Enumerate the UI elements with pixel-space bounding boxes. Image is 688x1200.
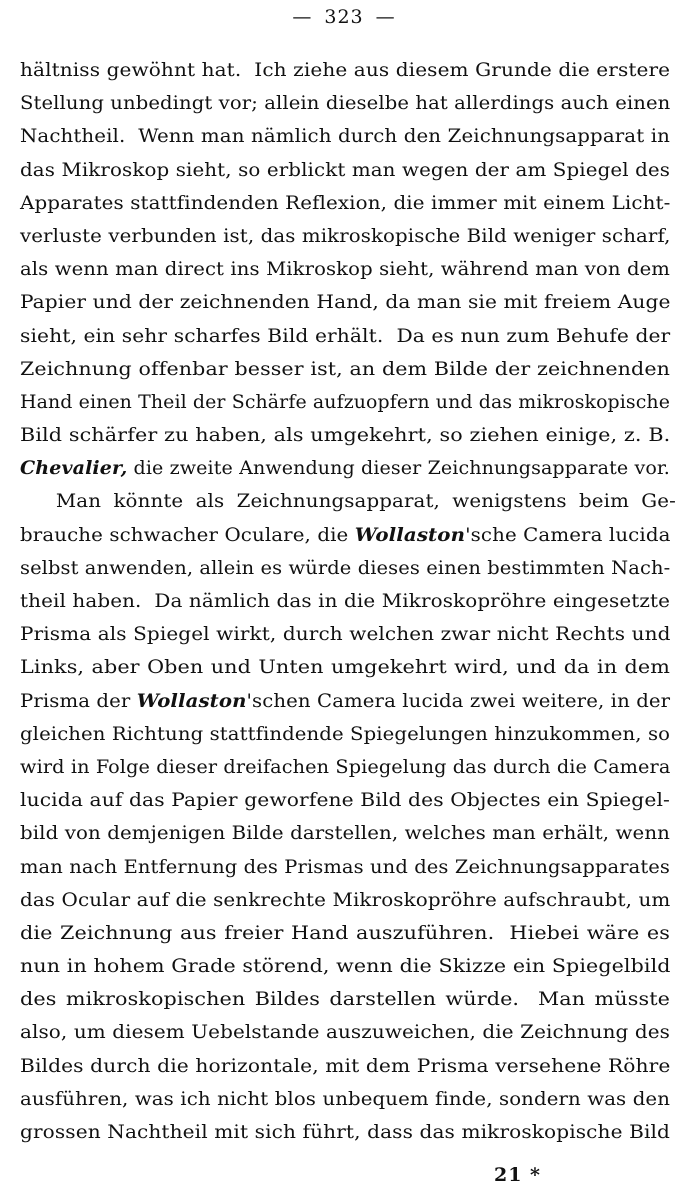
page-number: 323 — [324, 6, 364, 28]
text-segment: Links, aber Oben und Unten umgekehrt wird, und da in dem — [20, 657, 670, 679]
text-line — [20, 552, 670, 585]
text-segment: Prisma als Spiegel wirkt, durch welchen zwar nicht Rechts und — [20, 624, 671, 646]
text-line — [20, 1050, 670, 1083]
text-line — [20, 817, 670, 850]
text-segment: als wenn man direct ins Mikroskop sieht, während man von dem — [20, 259, 671, 281]
text-segment: die zweite Anwendung dieser Zeichnungsapparate vor. — [127, 458, 670, 480]
text-segment: Man könnte als Zeichnungsapparat, wenigstens beim Ge- — [55, 491, 676, 513]
text-segment: nun in hohem Grade störend, wenn die Skizze ein Spiegelbild — [20, 956, 671, 978]
text-line — [20, 452, 670, 485]
text-line — [20, 784, 670, 817]
text-segment: Hand einen Theil der Schärfe aufzuopfern und das mikroskopische — [20, 391, 671, 413]
text-line — [20, 983, 670, 1016]
text-segment: Nachtheil. Wenn man nämlich durch den Zeichnungsapparat in — [20, 126, 671, 148]
header-dash-left: — — [292, 6, 313, 28]
text-segment: also, um diesem Uebelstande auszuweichen, die Zeichnung des — [20, 1022, 670, 1044]
text-segment: theil haben. Da nämlich das in die Mikroskopröhre eingesetzte — [20, 591, 670, 612]
text-line — [20, 353, 670, 386]
text-segment: das Mikroskop sieht, so erblickt man wegen der am Spiegel des — [20, 159, 671, 181]
text-segment: Prisma der — [20, 690, 137, 712]
text-line — [20, 154, 670, 187]
text-line — [20, 1116, 670, 1149]
italic-name: Wollaston — [136, 690, 247, 712]
text-segment: hältniss gewöhnt hat. Ich ziehe aus diesem Grunde die erstere — [20, 60, 671, 81]
text-line — [20, 286, 670, 319]
italic-name: Wollaston — [354, 524, 466, 546]
text-line — [20, 851, 670, 884]
text-line — [20, 1016, 670, 1049]
text-segment: verluste verbunden ist, das mikroskopische Bild weniger scharf, — [20, 225, 671, 247]
text-line — [20, 120, 670, 153]
text-line — [20, 220, 670, 253]
text-segment: sieht, ein sehr scharfes Bild erhält. Da es nun zum Behufe der — [20, 325, 671, 347]
text-segment: man nach Entfernung des Prismas und des Zeichnungsapparates — [20, 856, 670, 878]
text-segment: 'sche Camera lucida — [465, 524, 671, 546]
text-line — [20, 950, 670, 983]
text-line — [20, 718, 670, 751]
text-segment: des mikroskopischen Bildes darstellen würde. Man müsste — [20, 989, 670, 1011]
text-line — [20, 253, 670, 286]
text-line — [20, 386, 670, 419]
text-line — [20, 884, 670, 917]
page-header — [0, 6, 688, 28]
text-line — [20, 519, 670, 552]
body-text — [20, 54, 676, 1149]
text-segment: bild von demjenigen Bilde darstellen, welches man erhält, wenn — [20, 823, 671, 845]
signature-mark: 21 * — [494, 1164, 541, 1186]
text-segment: Papier und der zeichnenden Hand, da man sie mit freiem Auge — [20, 292, 671, 314]
text-line — [20, 87, 670, 120]
text-line — [20, 651, 670, 684]
text-segment: 'schen Camera lucida zwei weitere, in der — [246, 690, 671, 712]
italic-name: Chevalier, — [20, 458, 128, 480]
text-line — [20, 618, 670, 651]
text-segment: Stellung unbedingt vor; allein dieselbe hat allerdings auch einen — [20, 93, 671, 115]
text-segment: gleichen Richtung stattfindende Spiegelungen hinzukommen, so — [20, 723, 671, 745]
text-line — [20, 585, 670, 618]
text-segment: Apparates stattfindenden Reflexion, die immer mit einem Licht- — [20, 192, 671, 214]
text-line — [20, 187, 670, 220]
text-line — [20, 1083, 670, 1116]
text-line — [20, 917, 670, 950]
text-segment: ausführen, was ich nicht blos unbequem finde, sondern was den — [20, 1088, 671, 1110]
text-segment: Bildes durch die horizontale, mit dem Prisma versehene Röhre — [20, 1055, 671, 1077]
text-segment: grossen Nachtheil mit sich führt, dass das mikroskopische Bild — [20, 1122, 671, 1143]
text-segment: Bild schärfer zu haben, als umgekehrt, so ziehen einige, z. B. — [20, 425, 671, 447]
text-line — [20, 685, 670, 718]
text-line — [20, 320, 670, 353]
text-segment: Zeichnung offenbar besser ist, an dem Bilde der zeichnenden — [20, 358, 670, 380]
text-segment: lucida auf das Papier geworfene Bild des Objectes ein Spiegel- — [20, 790, 670, 812]
text-segment: wird in Folge dieser dreifachen Spiegelung das durch die Camera — [20, 756, 671, 778]
text-segment: das Ocular auf die senkrechte Mikroskopröhre aufschraubt, um — [20, 889, 671, 911]
header-dash-right: — — [375, 6, 396, 28]
text-line — [20, 485, 676, 518]
text-line — [20, 419, 670, 452]
text-line — [20, 751, 670, 784]
text-line — [20, 54, 670, 87]
text-segment: selbst anwenden, allein es würde dieses einen bestimmten Nach- — [20, 557, 671, 579]
text-segment: brauche schwacher Oculare, die — [20, 524, 355, 546]
text-segment: die Zeichnung aus freier Hand auszuführen. Hiebei wäre es — [20, 922, 670, 944]
